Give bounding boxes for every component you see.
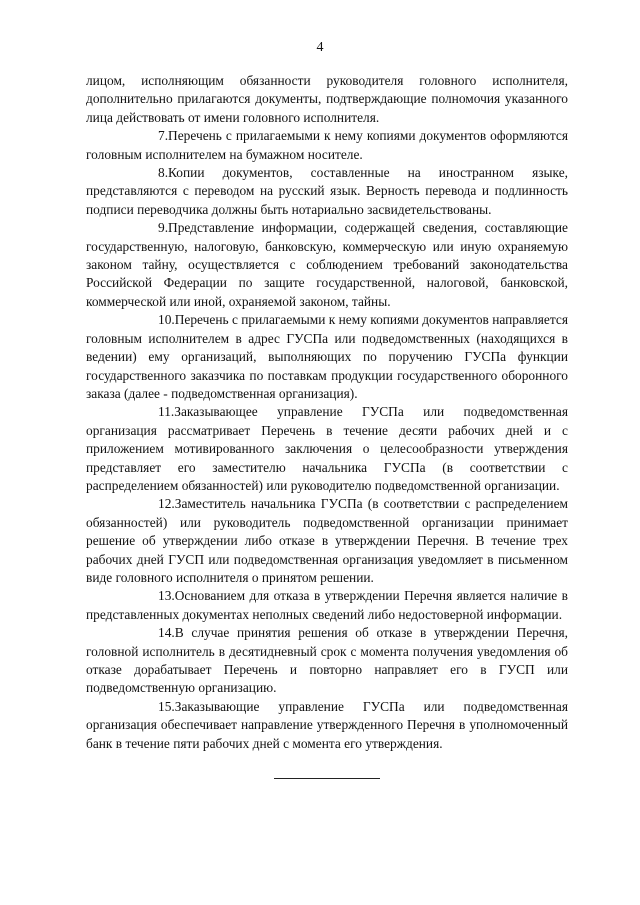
paragraph-text: Копии документов, составленные на иностранном языке, представляются с переводом на русский язык. Верность перевода и подлинность подписи переводчика должны быть нотариально засвидетельствованы. — [86, 165, 568, 217]
paragraph-13 — [86, 587, 568, 624]
paragraph-text: Заместитель начальника ГУСПа (в соответствии с распределением обязанностей) или руководитель подведомственной организации принимает решение об утверждении либо отказе в утверждении Перечня. В течение трех рабочих дней ГУСП или подведомственная организация уведомляет в письменном виде головного исполнителя о принятом решении. — [86, 496, 568, 585]
paragraph-number: 15. — [158, 698, 175, 714]
paragraph-12 — [86, 495, 568, 587]
paragraph-text: В случае принятия решения об отказе в утверждении Перечня, головной исполнитель в десятидневный срок с момента получения уведомления об отказе дорабатывает Перечень и повторно направляет его в ГУСП или подведомственную организацию. — [86, 625, 568, 696]
paragraph-8 — [86, 164, 568, 219]
end-of-document-rule — [274, 778, 380, 779]
paragraph-text: Основанием для отказа в утверждении Перечня является наличие в представленных документах неполных сведений либо недостоверной информации. — [86, 588, 568, 622]
paragraph-number: 9. — [158, 220, 169, 236]
paragraph-11 — [86, 403, 568, 495]
paragraph-number: 13. — [158, 588, 175, 604]
paragraph-text: Перечень с прилагаемыми к нему копиями документов оформляются головным исполнителем на бумажном носителе. — [86, 128, 568, 162]
document-body — [86, 72, 568, 753]
paragraph-text: Заказывающее управление ГУСПа или подведомственная организация рассматривает Перечень в течение десяти рабочих дней и с приложением мотивированного заключения о целесообразности утверждения представляет его заместителю начальника ГУСПа (в соответствии с распределением обязанностей) или руководителю подведомственной организации. — [86, 404, 568, 493]
paragraph-number: 14. — [158, 625, 175, 641]
paragraph-number: 10. — [158, 312, 175, 328]
page-number: 4 — [316, 40, 324, 55]
paragraph-continuation — [86, 72, 568, 127]
paragraph-number: 11. — [158, 404, 175, 420]
paragraph-number: 7. — [158, 128, 169, 144]
paragraph-number: 12. — [158, 496, 175, 512]
paragraph-10 — [86, 311, 568, 403]
paragraph-text: Перечень с прилагаемыми к нему копиями документов направляется головным исполнителем в адрес ГУСПа или подведомственных (находящихся в ведении) ему организаций, выполняющих по поручению ГУСПа функции государственного заказчика по поставкам продукции государственного оборонного заказа (далее - подведомственная организация). — [86, 312, 568, 401]
paragraph-7 — [86, 127, 568, 164]
paragraph-14 — [86, 624, 568, 698]
paragraph-15 — [86, 698, 568, 753]
paragraph-text: Заказывающие управление ГУСПа или подведомственная организация обеспечивает направление утвержденного Перечня в уполномоченный банк в течение пяти рабочих дней с момента его утверждения. — [86, 698, 568, 751]
paragraph-number: 8. — [158, 165, 169, 181]
paragraph-text: Представление информации, содержащей сведения, составляющие государственную, налоговую, банковскую, коммерческую или иную охраняемую законом тайну, осуществляется с соблюдением требований законодательства Российской Федерации по защите государственной, налоговой, банковской, коммерческой или иной, охраняемой законом, тайны. — [86, 220, 568, 309]
paragraph-text: лицом, исполняющим обязанности руководителя головного исполнителя, дополнительно прилагаются документы, подтверждающие полномочия указанного лица действовать от имени головного исполнителя. — [86, 73, 568, 125]
paragraph-9 — [86, 219, 568, 311]
